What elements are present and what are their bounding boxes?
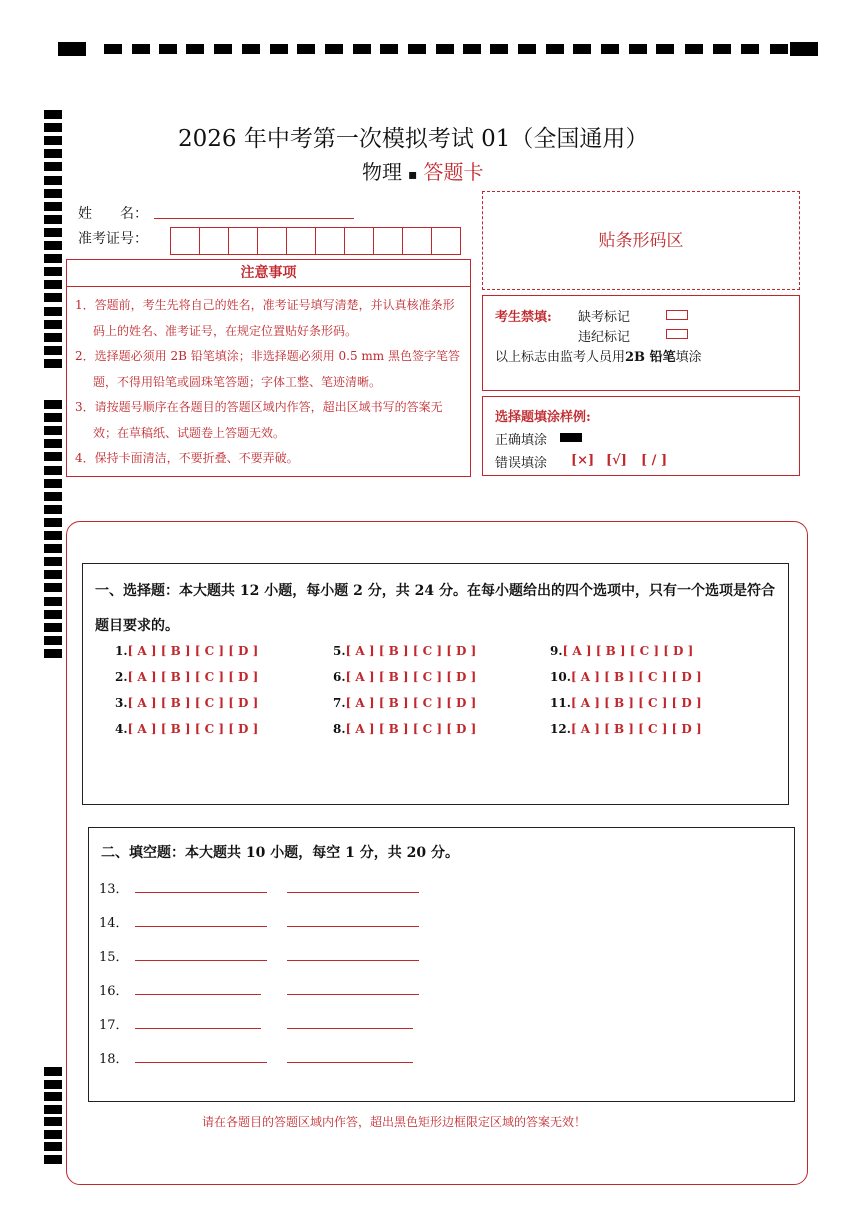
id-digit-box[interactable] (403, 228, 432, 254)
wrong-fill-mark: [×] (571, 453, 595, 468)
registration-mark (685, 44, 703, 54)
id-digit-box[interactable] (171, 228, 200, 254)
registration-mark (44, 320, 62, 329)
examiner-only-box (482, 295, 800, 391)
notice-item: 3．请按题号顺序在各题目的答题区域内作答，超出区域书写的答案无效；在草稿纸、试题卷上答题无效。 (75, 400, 443, 440)
left-registration-marks (44, 110, 62, 372)
answer-blank[interactable] (287, 892, 419, 893)
registration-mark (242, 44, 260, 54)
answer-options[interactable]: [ A ] [ B ] [ C ] [ D ] (570, 722, 702, 736)
separator-dot: ▪ (408, 167, 418, 183)
id-digit-box[interactable] (229, 228, 258, 254)
choice-question[interactable] (550, 722, 702, 736)
notice-item: 2．选择题必须用 2B 铅笔填涂；非选择题必须用 0.5 mm 黑色签字笔答题，不得用铅笔或圆珠笔答题；字体工整、笔迹清晰。 (75, 349, 461, 389)
answer-options[interactable]: [ A ] [ B ] [ C ] [ D ] (345, 722, 477, 736)
registration-mark (44, 1105, 62, 1114)
choice-question[interactable] (550, 644, 693, 658)
answer-blank[interactable] (287, 960, 419, 961)
registration-mark (44, 597, 62, 606)
left-registration-marks (44, 400, 62, 660)
question-number: 9. (550, 644, 563, 658)
registration-mark (44, 623, 62, 632)
section2-title: 二、填空题：本大题共 10 小题，每空 1 分，共 20 分。 (101, 845, 459, 861)
examiner-only-label: 考生禁填: (495, 310, 552, 325)
registration-mark (44, 1092, 62, 1101)
registration-mark (44, 123, 62, 132)
registration-mark (44, 400, 62, 409)
registration-mark (44, 479, 62, 488)
fill-question (99, 912, 499, 930)
registration-mark (44, 228, 62, 237)
registration-mark (44, 413, 62, 422)
registration-mark (44, 1130, 62, 1139)
registration-mark (573, 44, 591, 54)
answer-blank[interactable] (135, 994, 261, 995)
choice-question[interactable] (333, 722, 476, 736)
barcode-area (482, 191, 800, 290)
registration-mark (44, 531, 62, 540)
registration-mark (325, 44, 343, 54)
registration-mark (518, 44, 536, 54)
registration-mark (44, 333, 62, 342)
registration-mark (44, 649, 62, 658)
registration-mark (132, 44, 150, 54)
examiner-note (495, 346, 702, 365)
answer-options[interactable]: [ A ] [ B ] [ C ] [ D ] (127, 670, 259, 684)
id-digit-box[interactable] (287, 228, 316, 254)
registration-mark (790, 42, 818, 56)
fill-question (99, 946, 499, 964)
registration-mark (44, 518, 62, 527)
answer-options[interactable]: [ A ] [ B ] [ C ] [ D ] (127, 696, 259, 710)
registration-mark (44, 544, 62, 553)
question-number: 15． (99, 950, 129, 965)
id-digit-box[interactable] (258, 228, 287, 254)
registration-mark (44, 505, 62, 514)
answer-options[interactable]: [ A ] [ B ] [ C ] [ D ] (127, 722, 259, 736)
registration-mark (44, 307, 62, 316)
answer-blank[interactable] (287, 1062, 413, 1063)
registration-mark (44, 570, 62, 579)
registration-mark (44, 176, 62, 185)
registration-mark (463, 44, 481, 54)
question-number: 18． (99, 1052, 129, 1067)
registration-mark (770, 44, 788, 54)
page-title: 2026 年中考第一次模拟考试 01（全国通用） (178, 126, 649, 152)
answer-blank[interactable] (135, 1028, 261, 1029)
wrong-fill-mark: [ / ] (641, 453, 668, 468)
notice-list (67, 287, 470, 472)
left-registration-marks (44, 1067, 62, 1165)
question-number: 3. (115, 696, 128, 710)
choice-question[interactable] (115, 696, 258, 710)
question-number: 11. (550, 696, 571, 710)
fill-sample-label: 选择题填涂样例: (495, 410, 591, 425)
choice-question[interactable] (550, 670, 702, 684)
answer-options[interactable]: [ A ] [ B ] [ C ] [ D ] (345, 696, 477, 710)
registration-mark (380, 44, 398, 54)
registration-mark (44, 1155, 62, 1164)
section-fill-in (88, 827, 795, 1102)
registration-mark (270, 44, 288, 54)
violation-mark-label: 违纪标记 (578, 330, 631, 345)
registration-mark (44, 254, 62, 263)
top-registration-marks (58, 42, 818, 56)
id-digit-box[interactable] (374, 228, 403, 254)
question-number: 5. (333, 644, 346, 658)
registration-mark (44, 162, 62, 171)
registration-mark (408, 44, 426, 54)
registration-mark (44, 215, 62, 224)
registration-mark (629, 44, 647, 54)
registration-mark (656, 44, 674, 54)
registration-mark (214, 44, 232, 54)
name-label: 姓 名： (78, 206, 148, 222)
registration-mark (44, 136, 62, 145)
choice-question[interactable] (550, 696, 702, 710)
question-number: 2. (115, 670, 128, 684)
wrong-fill-mark: [√] (606, 453, 627, 468)
registration-mark (44, 452, 62, 461)
question-number: 14． (99, 916, 129, 931)
question-number: 4. (115, 722, 128, 736)
choice-question[interactable] (333, 696, 476, 710)
registration-mark (713, 44, 731, 54)
correct-fill-mark (560, 433, 582, 442)
registration-mark (44, 241, 62, 250)
question-number: 16． (99, 984, 129, 999)
section1-title: 一、选择题：本大题共 12 小题，每小题 2 分，共 24 分。在每小题给出的四个选项中，只有一个选项是符合题目要求的。 (95, 583, 775, 634)
registration-mark (159, 44, 177, 54)
fill-question (99, 878, 499, 896)
page-subtitle (362, 156, 484, 185)
registration-mark (44, 267, 62, 276)
registration-mark (436, 44, 454, 54)
answer-options[interactable]: [ A ] [ B ] [ C ] [ D ] (345, 644, 477, 658)
registration-mark (44, 359, 62, 368)
registration-mark (104, 44, 122, 54)
id-digit-box[interactable] (345, 228, 374, 254)
question-number: 13． (99, 882, 129, 897)
answer-blank[interactable] (135, 926, 267, 927)
registration-mark (44, 110, 62, 119)
fill-question (99, 1014, 499, 1032)
registration-mark (186, 44, 204, 54)
choice-question[interactable] (333, 644, 476, 658)
fill-sample-box (482, 396, 800, 476)
answer-blank[interactable] (135, 892, 267, 893)
answer-blank[interactable] (135, 960, 267, 961)
question-number: 10. (550, 670, 571, 684)
choice-question[interactable] (115, 644, 258, 658)
notice-item: 1．答题前，考生先将自己的姓名，准考证号填写清楚，并认真核准条形码上的姓名、准考证号，在规定位置贴好条形码。 (75, 298, 455, 338)
registration-mark (741, 44, 759, 54)
choice-question[interactable] (115, 670, 258, 684)
examiner-note-bold: 2B 铅笔 (625, 350, 676, 365)
id-number-boxes[interactable] (170, 227, 461, 255)
absent-mark-box[interactable] (666, 310, 688, 320)
registration-mark (44, 189, 62, 198)
absent-mark-label: 缺考标记 (578, 310, 631, 325)
registration-mark (44, 1142, 62, 1151)
registration-mark (44, 466, 62, 475)
registration-mark (44, 202, 62, 211)
correct-fill-label: 正确填涂 (495, 433, 548, 448)
question-number: 7. (333, 696, 346, 710)
section-multiple-choice (82, 563, 789, 805)
registration-mark (44, 426, 62, 435)
registration-mark (44, 1117, 62, 1126)
examiner-note-prefix: 以上标志由监考人员用 (495, 350, 626, 365)
registration-mark (44, 293, 62, 302)
registration-mark (490, 44, 508, 54)
registration-mark (44, 1080, 62, 1089)
question-number: 17． (99, 1018, 129, 1033)
answer-blank[interactable] (287, 994, 419, 995)
subject-name: 物理 (362, 160, 402, 184)
id-label: 准考证号： (78, 231, 148, 247)
registration-mark (44, 280, 62, 289)
fill-question (99, 1048, 499, 1066)
registration-mark (44, 610, 62, 619)
registration-mark (297, 44, 315, 54)
answer-options[interactable]: [ A ] [ B ] [ C ] [ D ] (127, 644, 259, 658)
answer-options[interactable]: [ A ] [ B ] [ C ] [ D ] (570, 696, 702, 710)
registration-mark (601, 44, 619, 54)
registration-mark (546, 44, 564, 54)
registration-mark (44, 439, 62, 448)
wrong-fill-label: 错误填涂 (495, 456, 548, 471)
card-type: 答题卡 (423, 160, 484, 184)
id-digit-box[interactable] (432, 228, 460, 254)
registration-mark (44, 492, 62, 501)
question-number: 1. (115, 644, 128, 658)
registration-mark (44, 583, 62, 592)
examiner-note-suffix: 填涂 (675, 350, 702, 365)
registration-mark (58, 42, 86, 56)
notice-box (66, 259, 471, 477)
fill-question (99, 980, 499, 998)
registration-mark (44, 557, 62, 566)
notice-heading: 注意事项 (67, 260, 470, 287)
violation-mark-box[interactable] (666, 329, 688, 339)
registration-mark (44, 636, 62, 645)
registration-mark (353, 44, 371, 54)
name-field[interactable] (154, 218, 354, 219)
registration-mark (44, 346, 62, 355)
barcode-label: 贴条形码区 (598, 231, 684, 251)
id-digit-box[interactable] (316, 228, 345, 254)
registration-mark (44, 149, 62, 158)
footer-note: 请在各题目的答题区域内作答，超出黑色矩形边框限定区域的答案无效！ (202, 1115, 587, 1129)
question-number: 8. (333, 722, 346, 736)
answer-blank[interactable] (135, 1062, 267, 1063)
registration-mark (44, 1067, 62, 1076)
question-number: 12. (550, 722, 571, 736)
answer-blank[interactable] (287, 1028, 413, 1029)
question-number: 6. (333, 670, 346, 684)
answer-options[interactable]: [ A ] [ B ] [ C ] [ D ] (570, 670, 702, 684)
choice-question[interactable] (333, 670, 476, 684)
answer-options[interactable]: [ A ] [ B ] [ C ] [ D ] (345, 670, 477, 684)
choice-question[interactable] (115, 722, 258, 736)
id-digit-box[interactable] (200, 228, 229, 254)
answer-blank[interactable] (287, 926, 419, 927)
notice-item: 4．保持卡面清洁，不要折叠、不要弄破。 (75, 451, 299, 465)
answer-options[interactable]: [ A ] [ B ] [ C ] [ D ] (562, 644, 694, 658)
